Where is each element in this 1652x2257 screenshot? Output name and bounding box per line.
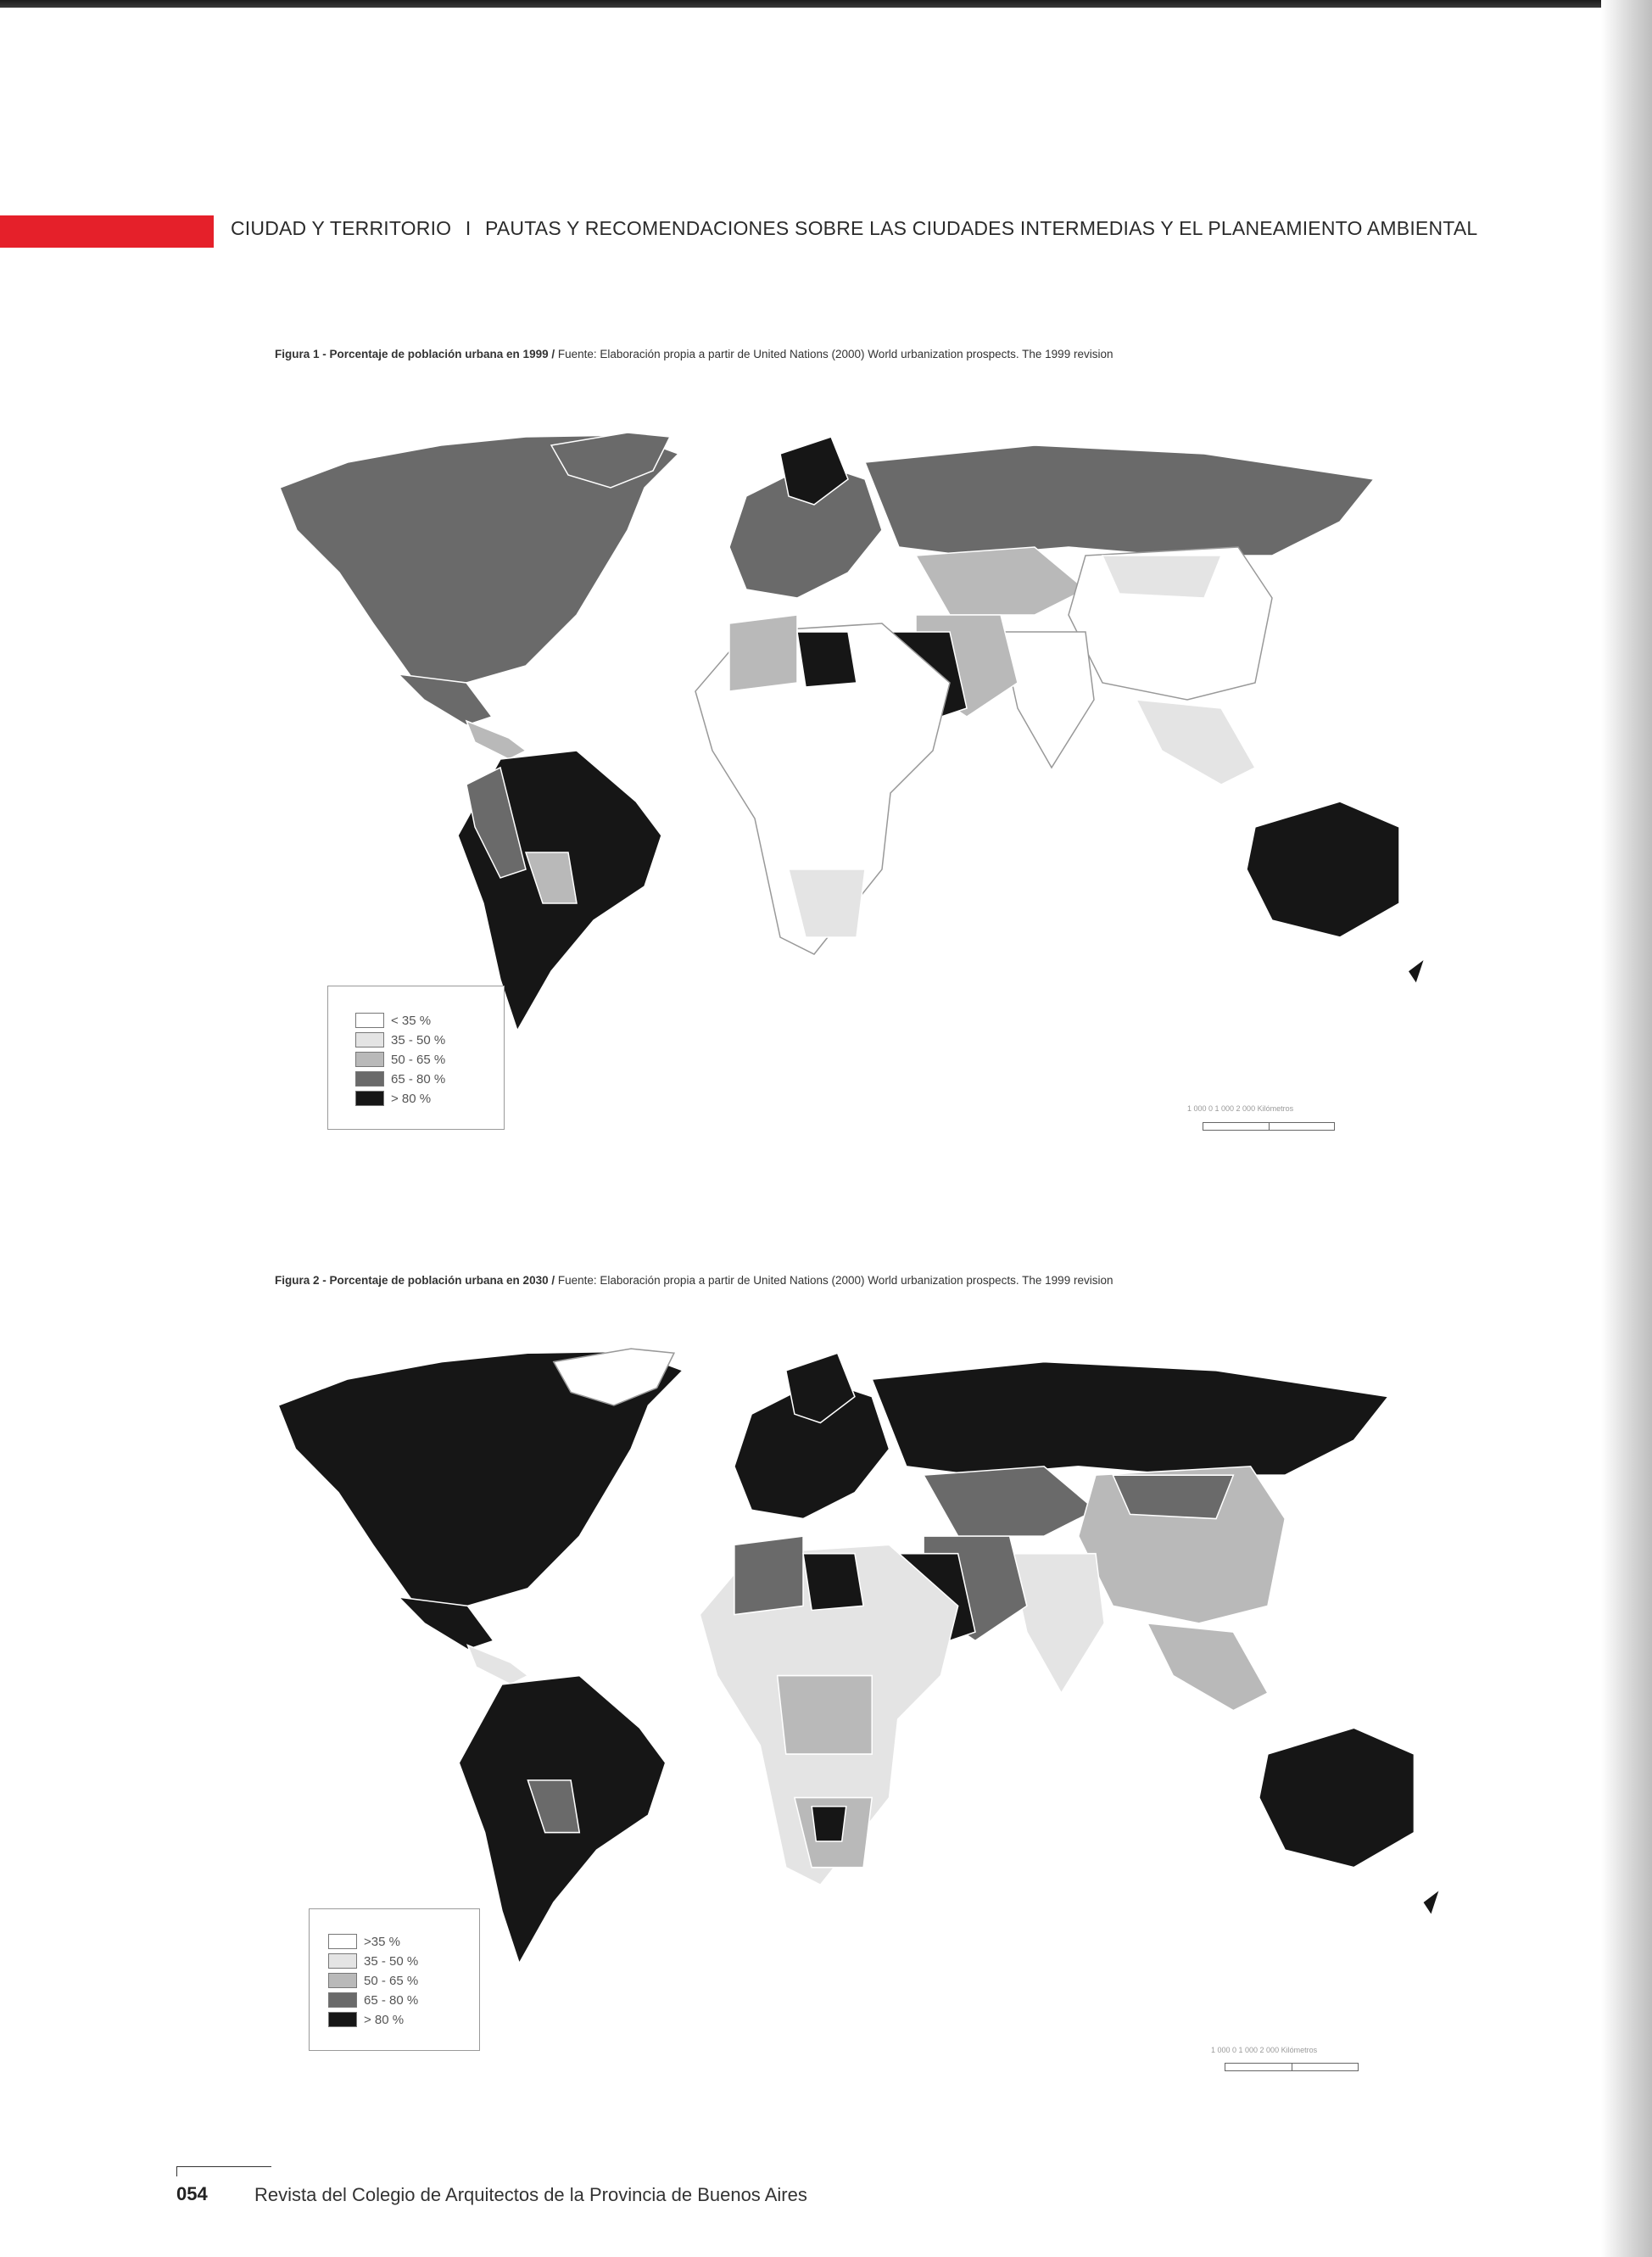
map1-mexico [399, 674, 492, 725]
map2-north-africa [734, 1536, 803, 1615]
footer-rule [176, 2166, 271, 2167]
header-section: CIUDAD Y TERRITORIO [231, 217, 452, 239]
figure-2-scale-label: 1 000 0 1 000 2 000 Kilómetros [1211, 2046, 1318, 2054]
map1-new-zealand [1408, 958, 1425, 984]
map1-mongolia [1102, 556, 1221, 598]
legend-swatch [355, 1032, 384, 1047]
map2-australia [1259, 1728, 1415, 1867]
legend-label: 50 - 65 % [391, 1052, 446, 1067]
map1-central-asia [916, 547, 1086, 615]
legend-label: 65 - 80 % [364, 1992, 419, 2008]
map1-north-africa [729, 615, 797, 691]
map2-central-asia [924, 1466, 1096, 1536]
header-separator: I [465, 217, 472, 239]
legend-swatch [355, 1071, 384, 1087]
page-top-rule [0, 0, 1652, 8]
legend-swatch [355, 1052, 384, 1067]
map1-libya [797, 632, 857, 687]
figure-1-world-map [271, 428, 1433, 1039]
figure-2-caption-source: Fuente: Elaboración propia a partir de United Nations (2000) World urbanization prospects. The 1999 revision [555, 1274, 1113, 1287]
publication-name: Revista del Colegio de Arquitectos de la Provincia de Buenos Aires [254, 2184, 807, 2205]
page-edge-shadow [1601, 0, 1652, 2257]
map1-australia [1247, 802, 1399, 937]
figure-1-caption-source: Fuente: Elaboración propia a partir de United Nations (2000) World urbanization prospects. The 1999 revision [555, 348, 1113, 360]
figure-1-caption [275, 348, 1113, 360]
legend-item [355, 1031, 445, 1048]
figure-2-caption-title: Figura 2 - Porcentaje de población urbana en 2030 / [275, 1274, 555, 1287]
legend-item [328, 1953, 418, 1969]
running-header [231, 217, 1477, 240]
map1-central-america [466, 721, 526, 759]
figure-2-world-map [270, 1344, 1448, 1972]
legend-item [355, 1090, 431, 1107]
legend-label: 65 - 80 % [391, 1071, 446, 1087]
map2-central-america [467, 1645, 527, 1684]
legend-label: 50 - 65 % [364, 1973, 419, 1988]
section-accent-bar [0, 215, 214, 248]
legend-label: 35 - 50 % [364, 1953, 419, 1969]
legend-swatch [355, 1013, 384, 1028]
map2-se-asia [1147, 1623, 1268, 1711]
figure-2-legend [309, 1908, 480, 2051]
legend-label: > 80 % [391, 1091, 432, 1106]
legend-label: < 35 % [391, 1013, 432, 1028]
page-number: 054 [176, 2183, 208, 2204]
legend-swatch [328, 1934, 357, 1949]
figure-1-scale-bar [1203, 1122, 1335, 1131]
legend-swatch [328, 1973, 357, 1988]
legend-swatch [328, 2012, 357, 2027]
legend-swatch [328, 1992, 357, 2008]
legend-swatch [328, 1953, 357, 1969]
legend-item [328, 2011, 404, 2028]
legend-swatch [355, 1091, 384, 1106]
legend-item [355, 1070, 445, 1087]
map2-botswana [812, 1807, 846, 1841]
map1-india [1001, 632, 1094, 768]
map2-mexico [399, 1597, 494, 1650]
map2-mongolia [1113, 1475, 1233, 1518]
legend-label: > 80 % [364, 2012, 405, 2027]
map1-se-asia [1136, 700, 1255, 785]
map2-india [1010, 1554, 1105, 1693]
figure-1-legend [327, 986, 505, 1130]
map2-libya [803, 1554, 863, 1611]
legend-label: 35 - 50 % [391, 1032, 446, 1047]
legend-item [328, 1972, 418, 1989]
map2-russia [872, 1362, 1388, 1476]
legend-item [355, 1051, 445, 1068]
footer-rule-tick [176, 2166, 177, 2176]
header-title: PAUTAS Y RECOMENDACIONES SOBRE LAS CIUDADES INTERMEDIAS Y EL PLANEAMIENTO AMBIENTAL [485, 217, 1478, 239]
figure-1-caption-title: Figura 1 - Porcentaje de población urbana en 1999 / [275, 348, 555, 360]
figure-1-scale-label: 1 000 0 1 000 2 000 Kilómetros [1187, 1104, 1294, 1113]
legend-item [355, 1012, 431, 1029]
legend-item [328, 1933, 400, 1950]
map1-russia [865, 445, 1374, 556]
map2-central-africa [778, 1676, 873, 1755]
legend-label: >35 % [364, 1934, 400, 1949]
map2-new-zealand [1423, 1889, 1440, 1915]
legend-item [328, 1992, 418, 2008]
figure-2-scale-bar [1225, 2063, 1359, 2071]
figure-2-caption [275, 1274, 1113, 1287]
